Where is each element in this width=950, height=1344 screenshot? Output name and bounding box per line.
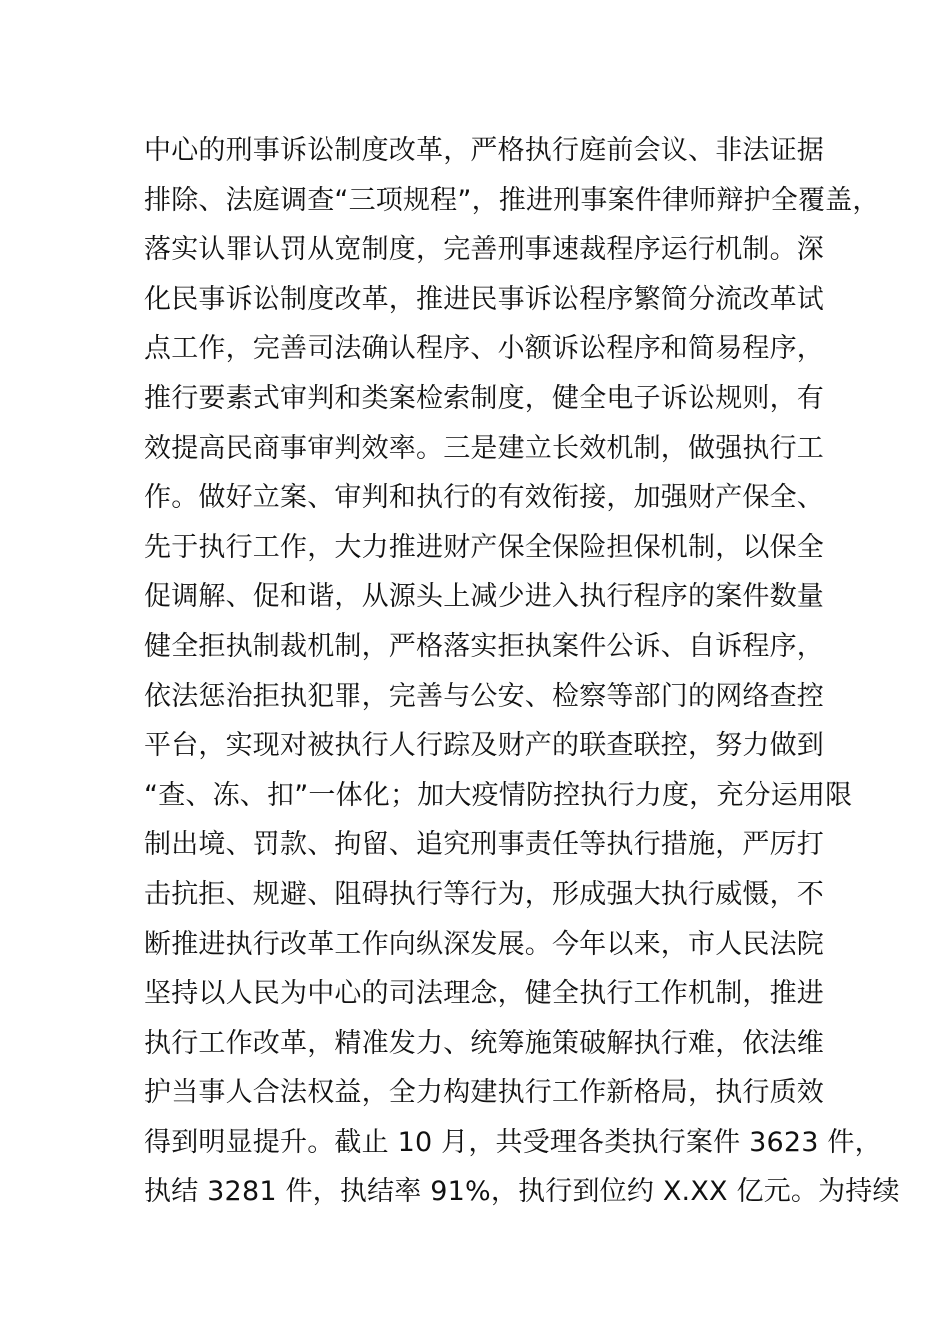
text-line: 促调解、促和谐，从源头上减少进入执行程序的案件数量 [144,581,824,613]
text-line: 得到明显提升。截止 10 月，共受理各类执行案件 3623 件， [144,1126,882,1158]
text-line: 平台，实现对被执行人行踪及财产的联查联控，努力做到 [144,730,824,762]
text-line: 依法惩治拒执犯罪，完善与公安、检察等部门的网络查控 [144,680,824,712]
text-line: 先于执行工作，大力推进财产保全保险担保机制，以保全 [144,531,824,563]
text-line: 制出境、罚款、拘留、追究刑事责任等执行措施，严厉打 [144,829,824,861]
text-line: 排除、法庭调查“三项规程”，推进刑事案件律师辩护全覆盖， [144,184,880,216]
text-line: 点工作，完善司法确认程序、小额诉讼程序和简易程序， [144,333,824,365]
text-line: “查、冻、扣”一体化；加大疫情防控执行力度，充分运用限 [144,779,853,811]
text-line: 健全拒执制裁机制，严格落实拒执案件公诉、自诉程序， [144,630,824,662]
text-line: 执行工作改革，精准发力、统筹施策破解执行难，依法维 [144,1027,824,1059]
text-line: 坚持以人民为中心的司法理念，健全执行工作机制，推进 [144,978,824,1010]
text-line: 护当事人合法权益，全力构建执行工作新格局，执行质效 [144,1077,824,1109]
text-line: 落实认罪认罚从宽制度，完善刑事速裁程序运行机制。深 [144,234,824,266]
text-line: 作。做好立案、审判和执行的有效衔接，加强财产保全、 [144,482,824,514]
text-line: 推行要素式审判和类案检索制度，健全电子诉讼规则，有 [144,382,824,414]
text-line: 击抗拒、规避、阻碍执行等行为，形成强大执行威慑，不 [144,878,824,910]
body-paragraph [144,126,900,1217]
text-line: 化民事诉讼制度改革，推进民事诉讼程序繁简分流改革试 [144,283,824,315]
text-line: 效提高民商事审判效率。三是建立长效机制，做强执行工 [144,432,824,464]
text-line: 断推进执行改革工作向纵深发展。今年以来，市人民法院 [144,928,824,960]
text-line: 执结 3281 件，执结率 91%，执行到位约 X.XX 亿元。为持续 [144,1176,900,1208]
text-line: 中心的刑事诉讼制度改革，严格执行庭前会议、非法证据 [144,135,824,166]
